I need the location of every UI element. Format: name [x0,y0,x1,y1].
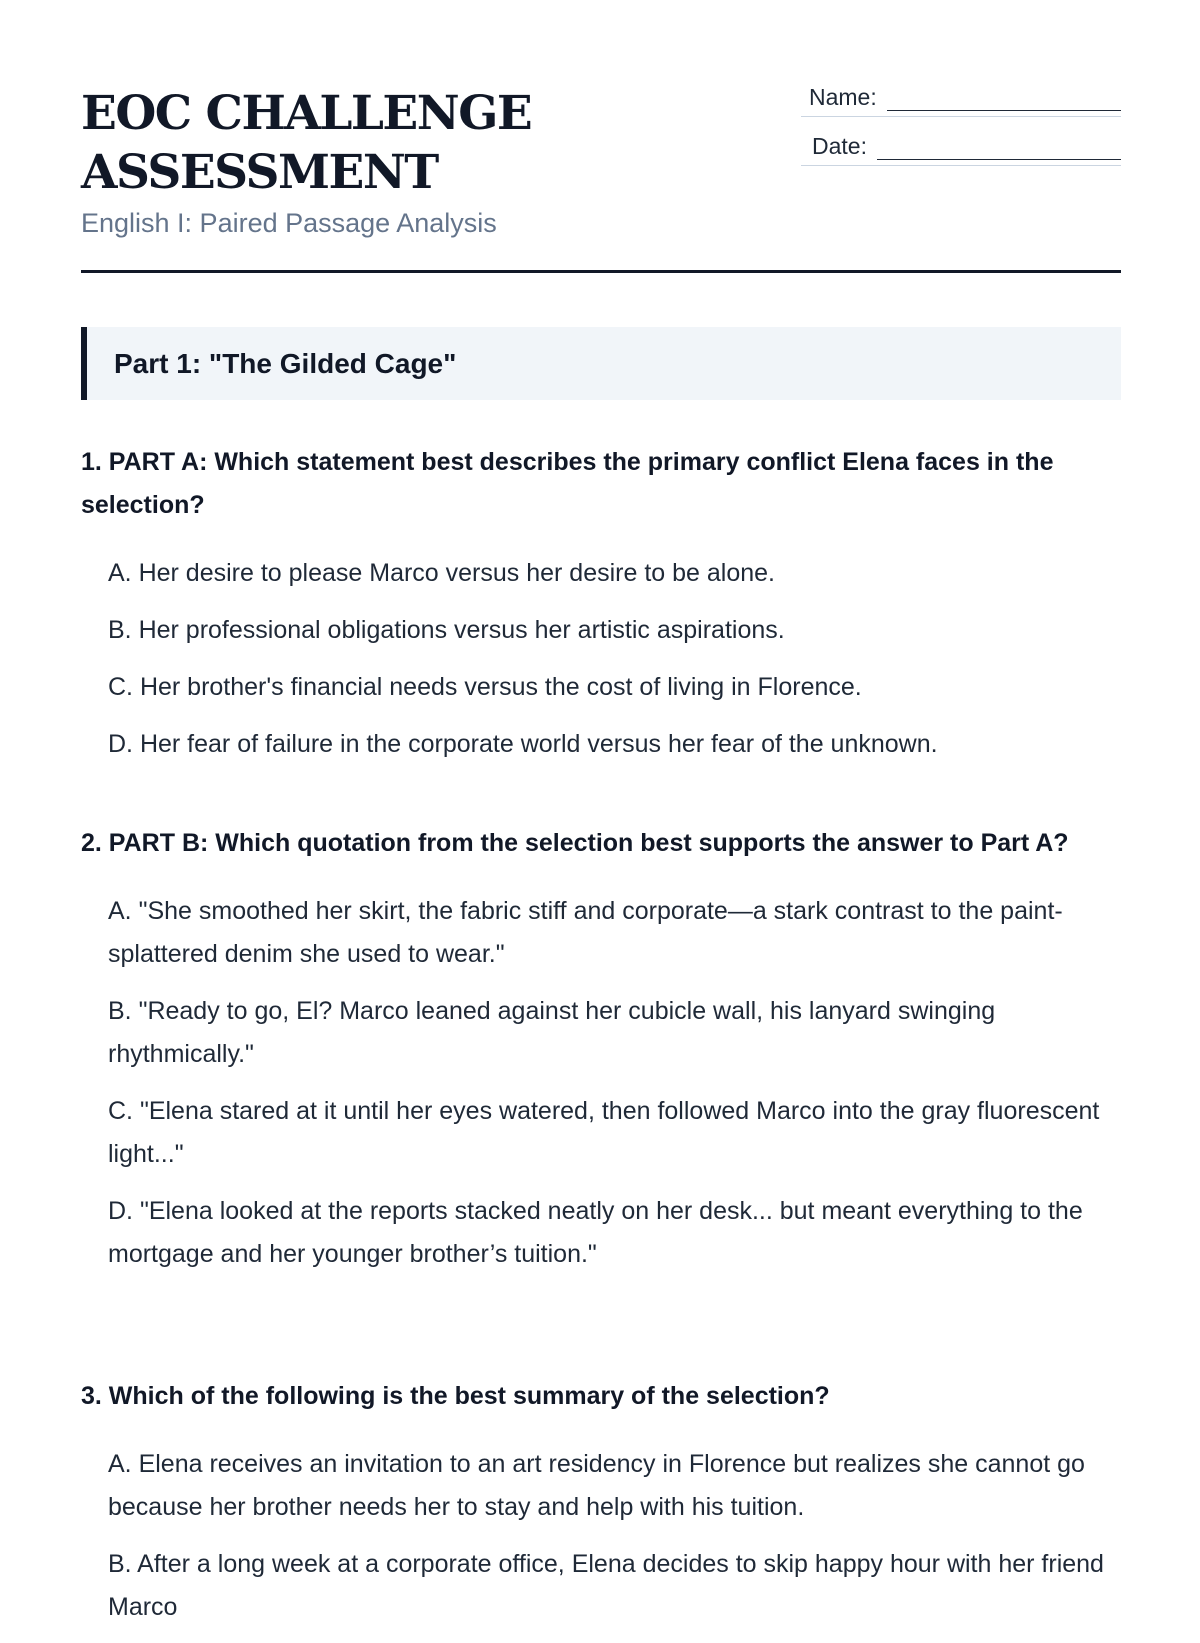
question-prompt: 3. Which of the following is the best summary of the selection? [81,1382,830,1410]
question-prompt: 1. PART A: Which statement best describes the primary conflict Elena faces in the selection? [81,448,1054,519]
name-label: Name: [809,84,877,110]
date-label: Date: [812,133,867,159]
question-1 [81,441,1121,780]
assessment-page [81,0,1121,1621]
page-title: EOC CHALLENGE ASSESSMENT [81,86,532,200]
answer-options [81,552,1121,766]
answer-options [81,890,1121,1276]
answer-option[interactable]: A. "She smoothed her skirt, the fabric stiff and corporate—a stark contrast to the paint-splattered denim she used to wear." [108,897,1063,968]
date-field[interactable] [801,131,1121,166]
answer-option[interactable]: C. Her brother's financial needs versus the cost of living in Florence. [108,673,862,701]
header-divider [81,270,1121,273]
page-subtitle: English I: Paired Passage Analysis [81,208,497,238]
answer-option[interactable]: B. After a long week at a corporate office, Elena decides to skip happy hour with her friend Marco [108,1550,1104,1621]
name-field[interactable] [801,82,1121,117]
answer-option[interactable]: B. Her professional obligations versus her artistic aspirations. [108,616,785,644]
answer-option[interactable]: A. Her desire to please Marco versus her desire to be alone. [108,559,776,587]
answer-options [81,1443,1121,1629]
answer-option[interactable]: D. "Elena looked at the reports stacked neatly on her desk... but meant everything to the mortgage and her younger brother’s tuition." [108,1197,1083,1268]
answer-option[interactable]: A. Elena receives an invitation to an art residency in Florence but realizes she cannot go because her brother needs her to stay and help with his tuition. [108,1450,1085,1521]
question-prompt: 2. PART B: Which quotation from the selection best supports the answer to Part A? [81,829,1069,857]
answer-option[interactable]: B. "Ready to go, El? Marco leaned against her cubicle wall, his lanyard swinging rhythmically." [108,997,996,1068]
answer-option[interactable]: C. "Elena stared at it until her eyes watered, then followed Marco into the gray fluorescent light..." [108,1097,1100,1168]
name-blank-line[interactable] [887,110,1121,111]
answer-option[interactable]: D. Her fear of failure in the corporate world versus her fear of the unknown. [108,730,938,758]
question-2 [81,822,1121,1290]
question-3 [81,1375,1121,1643]
section-title: Part 1: "The Gilded Cage" [114,348,457,379]
date-blank-line[interactable] [877,159,1121,160]
section-header [81,327,1121,400]
page-header [81,0,1121,275]
